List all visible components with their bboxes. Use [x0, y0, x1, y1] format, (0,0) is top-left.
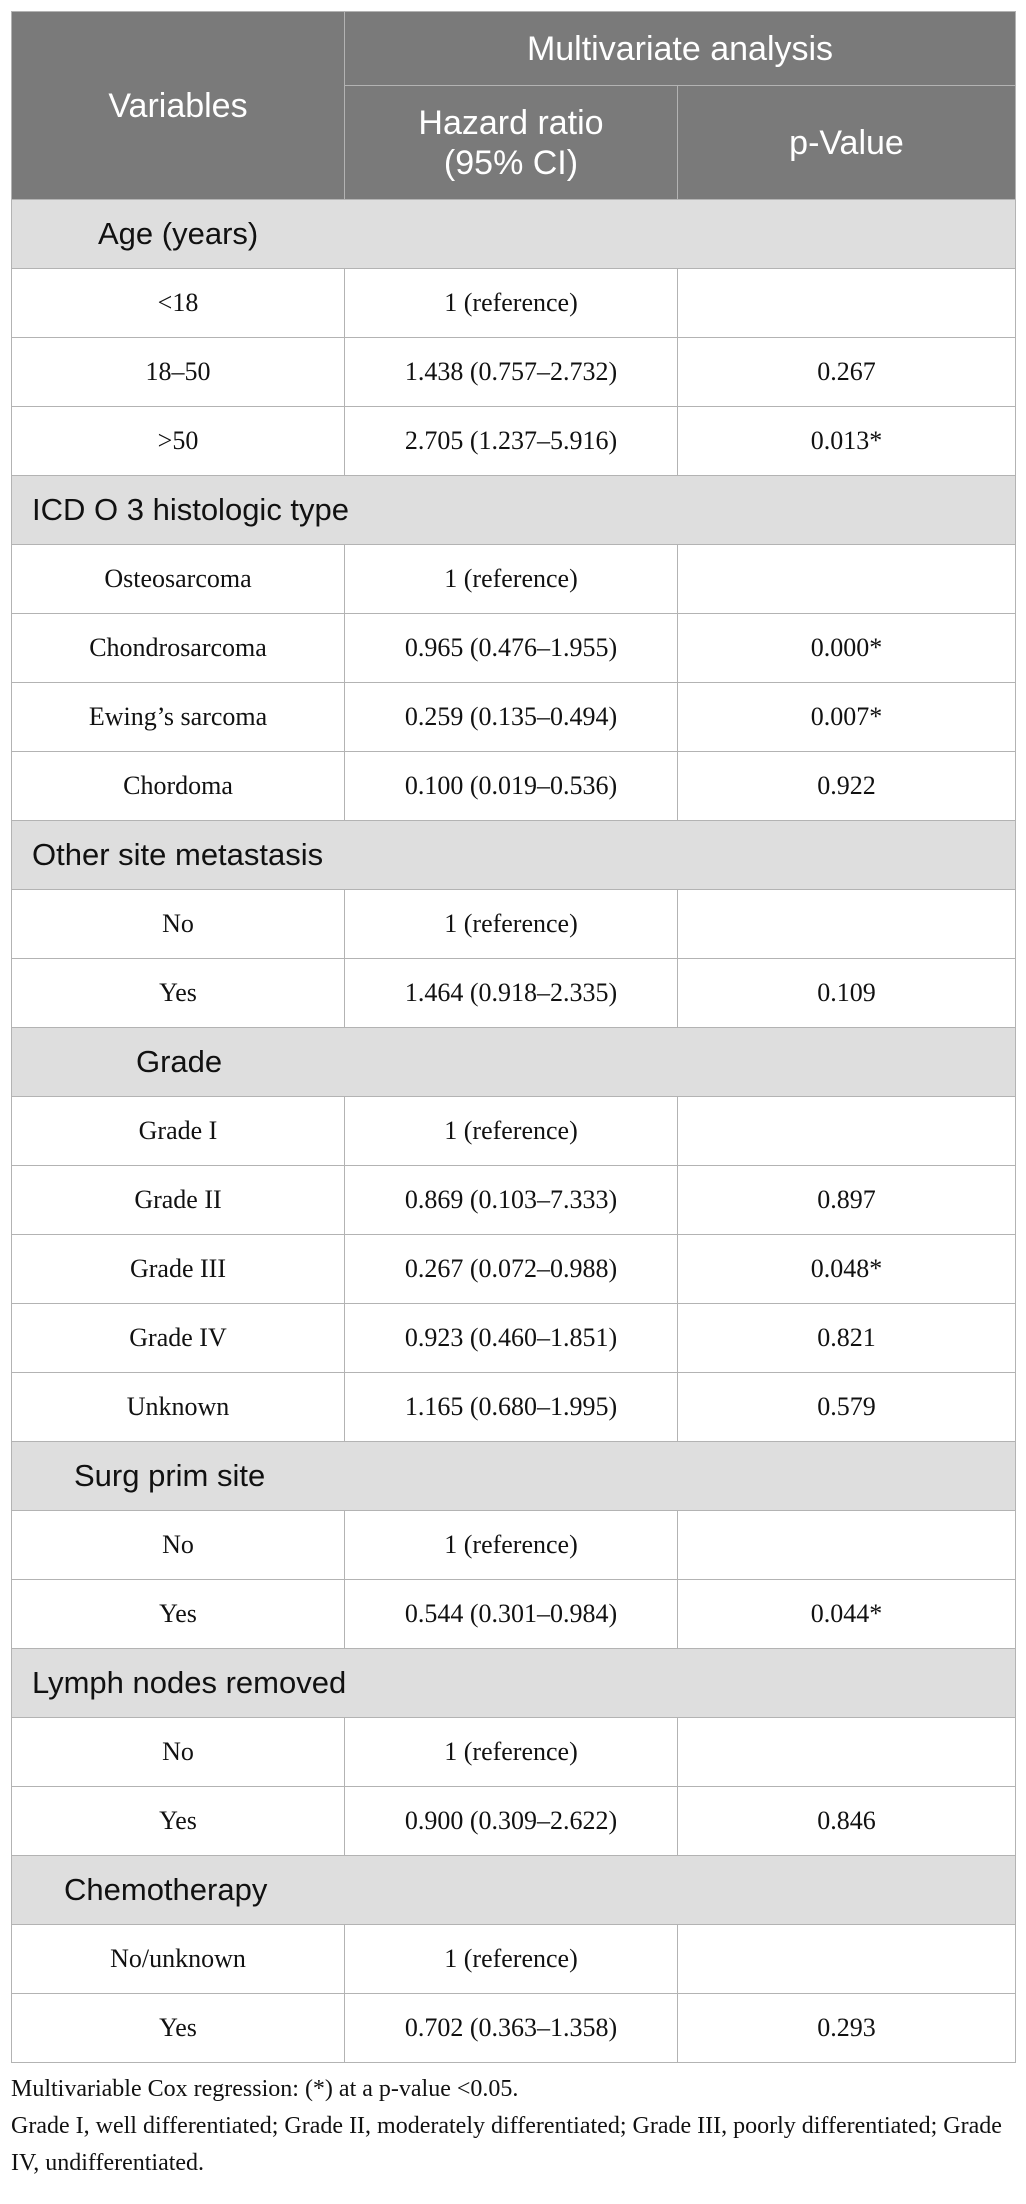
- header-hazard-ratio: [345, 86, 678, 200]
- row-label: >50: [12, 407, 345, 476]
- table-row: [12, 1166, 1016, 1235]
- hazard-ratio-cell: 0.100 (0.019–0.536): [345, 752, 678, 821]
- section-row: [12, 1856, 1016, 1925]
- table-row: [12, 1097, 1016, 1166]
- p-value-cell: 0.846: [678, 1787, 1016, 1856]
- multivariate-table: [11, 11, 1016, 2063]
- row-label: Grade II: [12, 1166, 345, 1235]
- table-row: [12, 959, 1016, 1028]
- row-label: No: [12, 1511, 345, 1580]
- table-container: [11, 11, 1015, 2182]
- p-value-cell: 0.044*: [678, 1580, 1016, 1649]
- header-hazard-ratio-line1: Hazard ratio: [418, 103, 604, 142]
- hazard-ratio-cell: 0.965 (0.476–1.955): [345, 614, 678, 683]
- table-row: [12, 545, 1016, 614]
- hazard-ratio-cell: 0.869 (0.103–7.333): [345, 1166, 678, 1235]
- row-label: No: [12, 1718, 345, 1787]
- row-label: Yes: [12, 1787, 345, 1856]
- footnote-1: Multivariable Cox regression: (*) at a p-value <0.05.: [11, 2076, 519, 2102]
- p-value-cell: [678, 1925, 1016, 1994]
- p-value-cell: [678, 1718, 1016, 1787]
- p-value-cell: 0.000*: [678, 614, 1016, 683]
- table-body: [12, 200, 1016, 2063]
- hazard-ratio-cell: 1.165 (0.680–1.995): [345, 1373, 678, 1442]
- table-row: [12, 1373, 1016, 1442]
- p-value-cell: 0.267: [678, 338, 1016, 407]
- row-label: Chondrosarcoma: [12, 614, 345, 683]
- table-row: [12, 1994, 1016, 2063]
- p-value-cell: [678, 1097, 1016, 1166]
- section-title: Chemotherapy: [12, 1856, 1016, 1925]
- p-value-cell: 0.013*: [678, 407, 1016, 476]
- hazard-ratio-cell: 1 (reference): [345, 1718, 678, 1787]
- hazard-ratio-cell: 1 (reference): [345, 269, 678, 338]
- p-value-cell: [678, 890, 1016, 959]
- table-row: [12, 1235, 1016, 1304]
- header-variables: Variables: [12, 12, 345, 200]
- table-row: [12, 1304, 1016, 1373]
- row-label: <18: [12, 269, 345, 338]
- hazard-ratio-cell: 1 (reference): [345, 1925, 678, 1994]
- row-label: Grade I: [12, 1097, 345, 1166]
- row-label: Yes: [12, 1580, 345, 1649]
- section-row: [12, 821, 1016, 890]
- section-title: Age (years): [12, 200, 1016, 269]
- section-row: [12, 1442, 1016, 1511]
- p-value-cell: [678, 1511, 1016, 1580]
- section-title: Surg prim site: [12, 1442, 1016, 1511]
- table-row: [12, 1580, 1016, 1649]
- row-label: Ewing’s sarcoma: [12, 683, 345, 752]
- hazard-ratio-cell: 2.705 (1.237–5.916): [345, 407, 678, 476]
- section-row: [12, 1649, 1016, 1718]
- row-label: No/unknown: [12, 1925, 345, 1994]
- table-row: [12, 1787, 1016, 1856]
- hazard-ratio-cell: 0.259 (0.135–0.494): [345, 683, 678, 752]
- row-label: Yes: [12, 959, 345, 1028]
- section-title: Lymph nodes removed: [12, 1649, 1016, 1718]
- header-multivariate: Multivariate analysis: [345, 12, 1016, 86]
- section-title: Other site metastasis: [12, 821, 1016, 890]
- hazard-ratio-cell: 1.464 (0.918–2.335): [345, 959, 678, 1028]
- row-label: Osteosarcoma: [12, 545, 345, 614]
- footnote-2: Grade I, well differentiated; Grade II, moderately differentiated; Grade III, poorly differentiated; Grade IV, undifferentiated.: [11, 2113, 1002, 2176]
- table-row: [12, 683, 1016, 752]
- table-row: [12, 269, 1016, 338]
- p-value-cell: 0.109: [678, 959, 1016, 1028]
- section-row: [12, 1028, 1016, 1097]
- section-row: [12, 476, 1016, 545]
- row-label: Grade III: [12, 1235, 345, 1304]
- hazard-ratio-cell: 0.900 (0.309–2.622): [345, 1787, 678, 1856]
- hazard-ratio-cell: 0.923 (0.460–1.851): [345, 1304, 678, 1373]
- table-row: [12, 614, 1016, 683]
- header-p-value: p-Value: [678, 86, 1016, 200]
- p-value-cell: 0.821: [678, 1304, 1016, 1373]
- p-value-cell: 0.897: [678, 1166, 1016, 1235]
- footnotes: [11, 2071, 1015, 2182]
- hazard-ratio-cell: 1.438 (0.757–2.732): [345, 338, 678, 407]
- section-title: Grade: [12, 1028, 1016, 1097]
- table-row: [12, 1925, 1016, 1994]
- row-label: Yes: [12, 1994, 345, 2063]
- header-hazard-ratio-line2: (95% CI): [443, 143, 579, 182]
- hazard-ratio-cell: 1 (reference): [345, 890, 678, 959]
- p-value-cell: 0.922: [678, 752, 1016, 821]
- table-row: [12, 1511, 1016, 1580]
- hazard-ratio-cell: 0.544 (0.301–0.984): [345, 1580, 678, 1649]
- table-row: [12, 407, 1016, 476]
- hazard-ratio-cell: 1 (reference): [345, 1097, 678, 1166]
- row-label: No: [12, 890, 345, 959]
- section-row: [12, 200, 1016, 269]
- hazard-ratio-cell: 0.267 (0.072–0.988): [345, 1235, 678, 1304]
- row-label: Grade IV: [12, 1304, 345, 1373]
- section-title: ICD O 3 histologic type: [12, 476, 1016, 545]
- p-value-cell: 0.007*: [678, 683, 1016, 752]
- table-row: [12, 752, 1016, 821]
- hazard-ratio-cell: 1 (reference): [345, 545, 678, 614]
- p-value-cell: [678, 269, 1016, 338]
- p-value-cell: 0.293: [678, 1994, 1016, 2063]
- hazard-ratio-cell: 1 (reference): [345, 1511, 678, 1580]
- table-row: [12, 890, 1016, 959]
- hazard-ratio-cell: 0.702 (0.363–1.358): [345, 1994, 678, 2063]
- p-value-cell: 0.579: [678, 1373, 1016, 1442]
- table-row: [12, 338, 1016, 407]
- row-label: Chordoma: [12, 752, 345, 821]
- p-value-cell: 0.048*: [678, 1235, 1016, 1304]
- row-label: 18–50: [12, 338, 345, 407]
- row-label: Unknown: [12, 1373, 345, 1442]
- p-value-cell: [678, 545, 1016, 614]
- table-row: [12, 1718, 1016, 1787]
